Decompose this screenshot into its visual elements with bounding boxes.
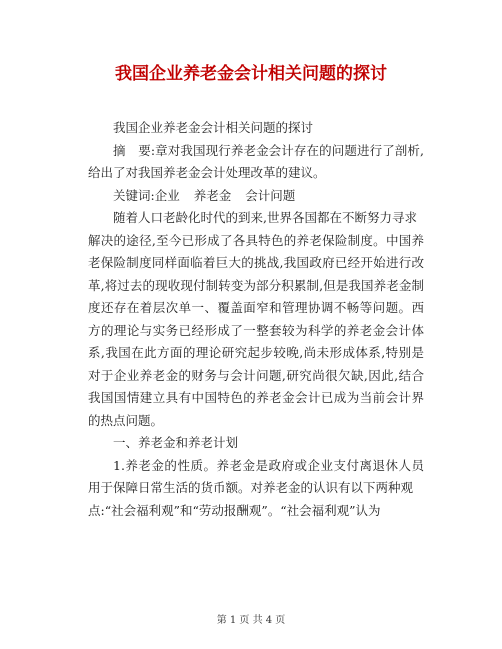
- section-heading: 一、养老金和养老计划: [113, 435, 239, 450]
- keyword: 养老金: [193, 187, 232, 203]
- abstract-label: 摘 要:: [113, 142, 156, 158]
- section-paragraph-continued: 点:“社会福利观”和“劳动报酬观”。“社会福利观”认为: [88, 502, 381, 518]
- section-paragraph: 1.养老金的性质。养老金是政府或企业支付离退休人员用于保障日常生活的货币额。对养老金的认识有以下两种观: [88, 457, 424, 495]
- body-paragraph: 解决的途径,至今已形成了各具特色的养老保险制度。中国养老保险制度同样面临着巨大的挑战,我国政府已经开始进行改革,将过去的现收现付制转变为部分积累制,但是我国养老金制度还存在着层次单一、覆盖面窄和管理协调不畅等问题。西方的理论与实务已经形成了一整套较为科学的养老金会计体系,我国在此方面的理论研究起步较晚,尚未形成体系,特别是对于企业养老金的财务与会计问题,研究尚很欠缺,因此,结合我国国情建立具有中国特色的养老金会计已成为当前会计界的热点问题。: [88, 232, 424, 428]
- keyword: 企业: [154, 187, 180, 203]
- body-paragraph: 随着人口老龄化时代的到来,世界各国都在不断努力寻求: [113, 210, 417, 225]
- keywords-label: 关键词:: [113, 187, 155, 203]
- page-footer: 第 1 页 共 4 页: [216, 615, 286, 626]
- subtitle: 我国企业养老金会计相关问题的探讨: [113, 120, 314, 135]
- document-title: 我国企业养老金会计相关问题的探讨: [115, 64, 387, 84]
- keyword: 会计问题: [245, 187, 296, 203]
- document-body: [88, 117, 424, 522]
- keywords-line: [88, 185, 424, 208]
- abstract-text: 章对我国现行养老金会计存在的问题进行了剖析,给出了对我国养老金会计处理改革的建议。: [88, 142, 424, 180]
- abstract: [88, 140, 424, 185]
